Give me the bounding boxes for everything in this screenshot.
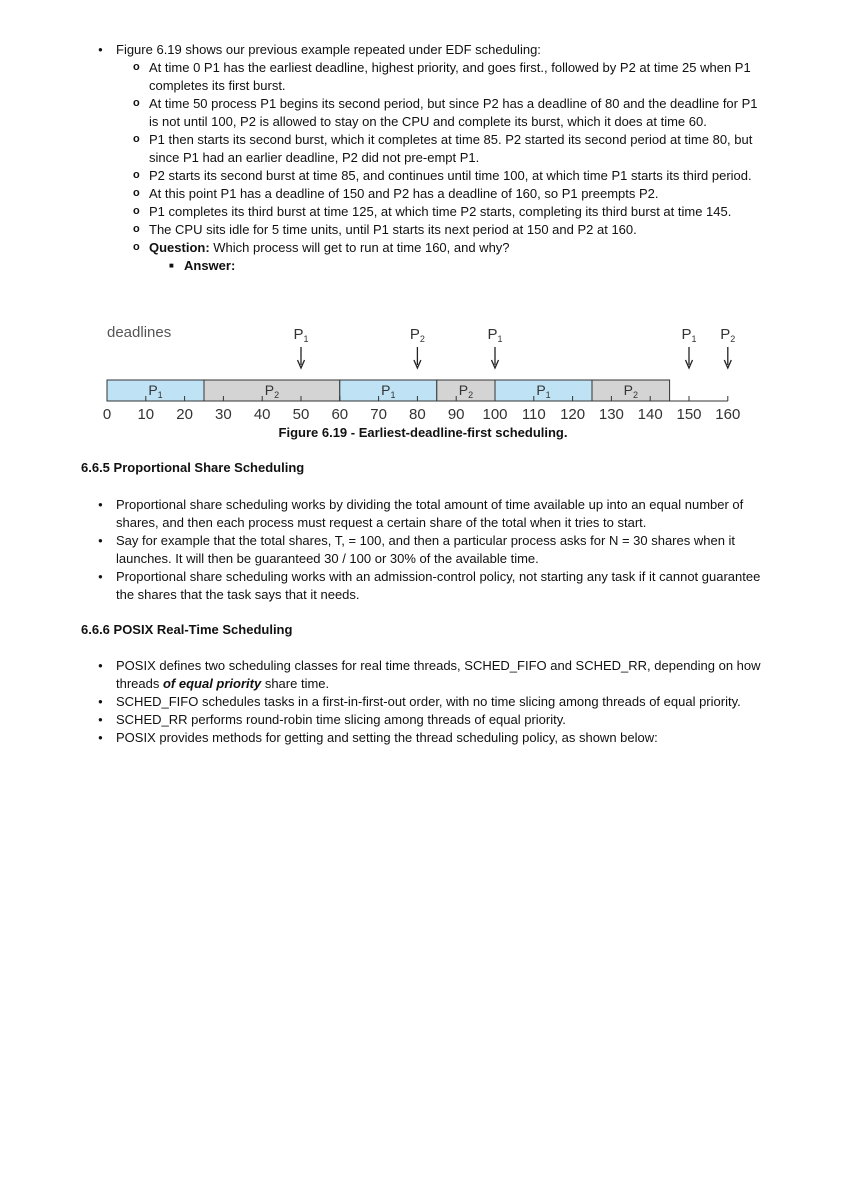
timeline-tick-label: 100 xyxy=(482,406,508,423)
timeline-tick-label: 80 xyxy=(409,406,426,423)
list-item xyxy=(0,203,846,221)
timeline-tick-label: 40 xyxy=(253,406,271,423)
timeline-tick-label: 10 xyxy=(137,406,155,423)
edf-timeline-diagram xyxy=(90,318,760,428)
timeline-tick-label: 120 xyxy=(560,406,586,423)
list-item xyxy=(0,95,846,131)
list-item-text: The CPU sits idle for 5 time units, until P1 starts its next period at 150 and P2 at 160. xyxy=(149,222,637,237)
list-item-text: share time. xyxy=(261,676,330,691)
schedule-bar-label: $P_2$ xyxy=(458,382,474,400)
proportional-list xyxy=(0,496,846,604)
list-item-text: SCHED_FIFO schedules tasks in a first-in-first-out order, with no time slicing among threads of equal priority. xyxy=(116,694,741,709)
list-item-text: Proportional share scheduling works by dividing the total amount of time available up into an equal number of shares, and then each process must request a certain share of the total when it tries to start. xyxy=(116,497,744,530)
intro-bullet xyxy=(0,41,846,59)
question-item xyxy=(0,239,846,257)
list-item xyxy=(0,59,846,95)
section-heading-proportional: 6.6.5 Proportional Share Scheduling xyxy=(81,460,305,475)
list-item xyxy=(0,568,846,604)
list-item-text: P1 then starts its second burst, which it completes at time 85. P2 started its second period at time 80, but since P1 had an earlier deadline, P2 did not pre-empt P1. xyxy=(149,132,753,165)
timeline-tick-label: 110 xyxy=(521,406,546,423)
list-item xyxy=(0,729,846,747)
figure-caption: Figure 6.19 - Earliest-deadline-first scheduling. xyxy=(278,425,568,440)
answer-label: Answer: xyxy=(184,258,236,273)
list-item-text: SCHED_RR performs round-robin time slicing among threads of equal priority. xyxy=(116,712,566,727)
list-item-text: POSIX defines two scheduling classes for real time threads, SCHED_FIFO and SCHED_RR, depending on how threads xyxy=(116,658,761,691)
list-item-text: POSIX provides methods for getting and setting the thread scheduling policy, as shown below: xyxy=(116,730,658,745)
list-item-text: Say for example that the total shares, T, = 100, and then a particular process asks for N = 30 shares when it launches. It will then be guaranteed 30 / 100 or 30% of the available time. xyxy=(116,533,736,566)
edf-figure xyxy=(90,318,760,428)
timeline-tick-label: 20 xyxy=(176,406,193,423)
posix-list xyxy=(0,657,846,747)
question-label: Question: xyxy=(149,240,210,255)
timeline-tick-label: 50 xyxy=(292,406,310,423)
edf-explanation-list xyxy=(0,41,846,275)
list-item xyxy=(0,185,846,203)
list-item xyxy=(0,167,846,185)
list-item xyxy=(0,693,846,711)
timeline-tick-label: 160 xyxy=(715,406,741,423)
schedule-bar-label: $P_1$ xyxy=(536,382,551,400)
deadline-marker-label: $P_1$ xyxy=(487,326,503,344)
list-item xyxy=(0,657,846,693)
deadline-marker-label: $P_2$ xyxy=(409,326,425,344)
schedule-bar-label: $P_2$ xyxy=(264,382,280,400)
timeline-tick-label: 150 xyxy=(676,406,702,423)
deadlines-label: deadlines xyxy=(107,324,172,341)
list-item-text: Proportional share scheduling works with an admission-control policy, not starting any task if it cannot guarantee the shares that the task says that it needs. xyxy=(116,569,761,602)
list-item xyxy=(0,711,846,729)
timeline-tick-label: 60 xyxy=(331,406,349,423)
list-item-text: At this point P1 has a deadline of 150 and P2 has a deadline of 160, so P1 preempts P2. xyxy=(149,186,659,201)
list-item-text: At time 50 process P1 begins its second period, but since P2 has a deadline of 80 and the deadline for P1 is not until 100, P2 is allowed to stay on the CPU and complete its burst, which it does at time 60. xyxy=(149,96,758,129)
schedule-bar-label: $P_2$ xyxy=(623,382,638,400)
list-item xyxy=(0,496,846,532)
list-item xyxy=(0,532,846,568)
section-heading-posix: 6.6.6 POSIX Real-Time Scheduling xyxy=(81,622,293,637)
answer-item xyxy=(0,257,846,275)
list-item-text: At time 0 P1 has the earliest deadline, highest priority, and goes first., followed by P2 at time 25 when P1 completes its first burst. xyxy=(149,60,751,93)
timeline-tick-label: 0 xyxy=(102,406,112,423)
deadline-marker-label: $P_1$ xyxy=(681,326,697,344)
schedule-bar-label: $P_1$ xyxy=(381,382,396,400)
timeline-tick-label: 140 xyxy=(637,406,663,423)
list-item xyxy=(0,131,846,167)
list-item xyxy=(0,221,846,239)
schedule-bar-label: $P_1$ xyxy=(148,382,163,400)
emphasis-text: of equal priority xyxy=(162,676,262,691)
timeline-tick-label: 130 xyxy=(598,406,624,423)
timeline-tick-label: 70 xyxy=(370,406,387,423)
question-text: Which process will get to run at time 160, and why? xyxy=(209,240,510,255)
timeline-tick-label: 30 xyxy=(215,406,232,423)
deadline-marker-label: $P_2$ xyxy=(720,326,736,344)
intro-bullet-text: Figure 6.19 shows our previous example repeated under EDF scheduling: xyxy=(116,42,541,57)
list-item-text: P1 completes its third burst at time 125, at which time P2 starts, completing its third burst at time 145. xyxy=(149,204,732,219)
list-item-text: P2 starts its second burst at time 85, and continues until time 100, at which time P1 starts its third period. xyxy=(149,168,752,183)
timeline-tick-label: 90 xyxy=(447,406,465,423)
deadline-marker-label: $P_1$ xyxy=(293,326,309,344)
